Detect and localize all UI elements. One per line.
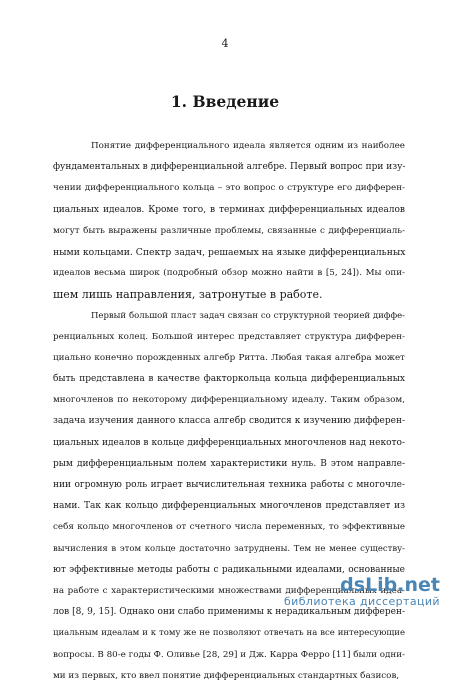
text-line: идеалов весьма широк (подробный обзор можно найти в [5, 24]). Мы опи- <box>53 268 405 279</box>
text-line: циально конечно порожденных алгебр Ритта. Любая такая алгебра может <box>53 352 405 363</box>
text-line: рым дифференциальным полем характеристики нуль. В этом направле- <box>53 458 405 469</box>
text-line: ют эффективные методы работы с радикальными идеалами, основанные <box>53 564 405 575</box>
text-line: могут быть выражены различные проблемы, связанные с дифференциаль- <box>53 225 405 236</box>
text-line: задача изучения данного класса алгебр сводится к изучению дифферен- <box>53 416 405 427</box>
text-line: шем лишь направления, затронутые в работе. <box>53 288 323 302</box>
text-line: себя кольцо многочленов от счетного числа переменных, то эффективные <box>53 522 405 533</box>
section-title: 1. Введение <box>170 92 280 111</box>
text-line: циальных идеалов. Кроме того, в терминах дифференциальных идеалов <box>53 204 405 215</box>
text-line: лов [8, 9, 15]. Однако они слабо применимы к нерадикальным дифферен- <box>53 607 405 618</box>
watermark-logo: dsLib.net <box>340 574 440 596</box>
text-line: Понятие дифференциального идеала является одним из наиболее <box>91 141 405 151</box>
text-line: нами. Так как кольцо дифференциальных многочленов представляет из <box>53 501 405 512</box>
text-line: чении дифференциального кольца – это вопрос о структуре его дифферен- <box>53 183 405 194</box>
text-line: фундаментальных в дифференциальной алгебре. Первый вопрос при изу- <box>53 162 406 173</box>
text-line: быть представлена в качестве факторкольца кольца дифференциальных <box>53 374 405 385</box>
text-line: ми из первых, кто ввел понятие дифференциальных стандартных базисов, <box>53 670 400 681</box>
text-line: вопросы. В 80-е годы Ф. Оливье [28, 29] и Дж. Карра Ферро [11] были одни- <box>53 649 405 660</box>
watermark-tagline: библиотека диссертаций <box>283 595 440 608</box>
text-line: ренциальных колец. Большой интерес представляет структура дифферен- <box>53 331 405 342</box>
text-line: циальным идеалам и к тому же не позволяют отвечать на все интересующие <box>53 628 405 639</box>
text-line: вычисления в этом кольце достаточно затруднены. Тем не менее существу- <box>53 543 405 554</box>
text-line: многочленов по некоторому дифференциальному идеалу. Таким образом, <box>53 395 405 406</box>
text-line: ными кольцами. Спектр задач, решаемых на языке дифференциальных <box>53 246 406 258</box>
text-line: на работе с характеристическими множествами дифференциальных идеа- <box>53 585 405 596</box>
page-number: 4 <box>221 37 229 50</box>
text-line: циальных идеалов в кольце дифференциальных многочленов над некото- <box>53 437 405 448</box>
watermark <box>284 575 440 608</box>
text-line: нии огромную роль играет вычислительная техника работы с многочле- <box>53 480 405 490</box>
text-line: Первый большой пласт задач связан со структурной теорией диффе- <box>91 310 405 321</box>
